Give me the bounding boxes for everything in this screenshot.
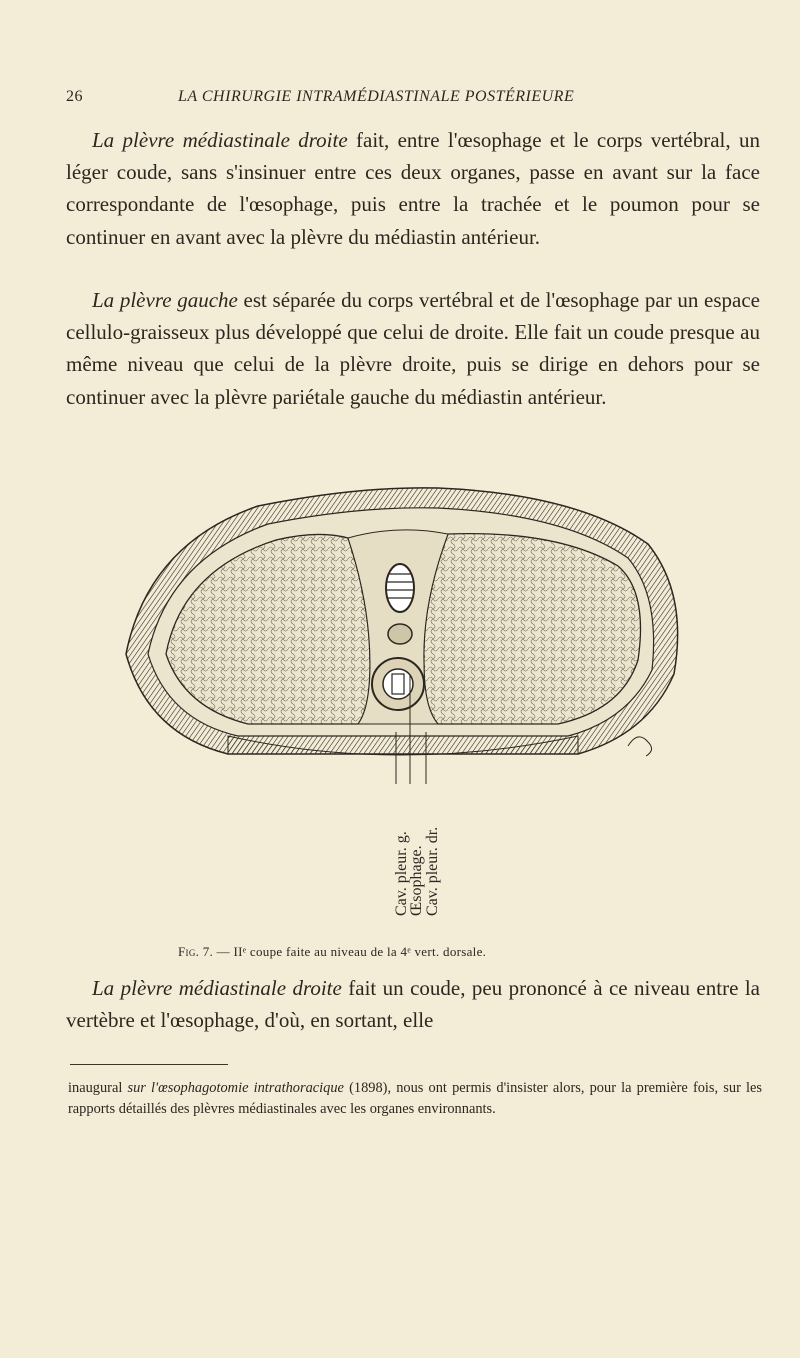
paragraph-left-pleura bbox=[66, 284, 760, 413]
anatomical-cross-section-figure bbox=[108, 484, 684, 784]
caption-text: — IIᵉ coupe faite au niveau de la 4ᵉ vert. dorsale. bbox=[213, 944, 487, 959]
paragraph-text: fait, entre l'œsophage et le corps vertébral, un léger coude, sans s'insinuer entre ces deux organes, passe en avant sur la face correspondante de l'œsophage, puis entre la trachée et le poumon pour se continuer en avant avec la plèvre du médiastin antérieur. bbox=[66, 128, 760, 249]
label-text: Cav. pleur. dr. bbox=[424, 826, 441, 916]
footnote-italic: sur l'œsophagotomie intrathoracique bbox=[127, 1080, 344, 1096]
label-text: Œsophage. bbox=[408, 845, 425, 916]
running-title: LA CHIRURGIE INTRAMÉDIASTINALE POSTÉRIEURE bbox=[178, 88, 575, 105]
paragraph-lead: La plèvre médiastinale droite bbox=[92, 128, 348, 152]
footnote bbox=[68, 1078, 762, 1120]
paragraph-right-pleura bbox=[66, 124, 760, 253]
footnote-text: (1898), nous ont permis d'insister alors, pour la première fois, sur les rapports détaillés des plèvres médiastinales avec les organes environnants. bbox=[68, 1080, 762, 1117]
footnote-rule bbox=[70, 1064, 228, 1065]
figure-number: Fig. 7. bbox=[178, 944, 214, 959]
paragraph-text: est séparée du corps vertébral et de l'œsophage par un espace cellulo-graisseux plus développé que celui de droite. Elle fait un coude presque au même niveau que celui de la plèvre droite, puis se dirige en dehors pour se continuer avec la plèvre pariétale gauche du médiastin antérieur. bbox=[66, 288, 760, 409]
page-number: 26 bbox=[66, 88, 83, 105]
page-header bbox=[66, 88, 746, 112]
label-text: Cav. pleur. g. bbox=[393, 831, 410, 916]
paragraph-lead: La plèvre médiastinale droite bbox=[92, 976, 342, 1000]
footnote-lead: inaugural bbox=[68, 1080, 128, 1096]
paragraph-text: fait un coude, peu prononcé à ce niveau entre la vertèbre et l'œsophage, d'où, en sortant, elle bbox=[66, 976, 760, 1033]
figure-caption bbox=[178, 944, 638, 960]
paragraph-lead: La plèvre gauche bbox=[92, 288, 238, 312]
paragraph-right-pleura-coude bbox=[66, 972, 760, 1036]
label-right-pleural-cavity bbox=[424, 798, 446, 930]
